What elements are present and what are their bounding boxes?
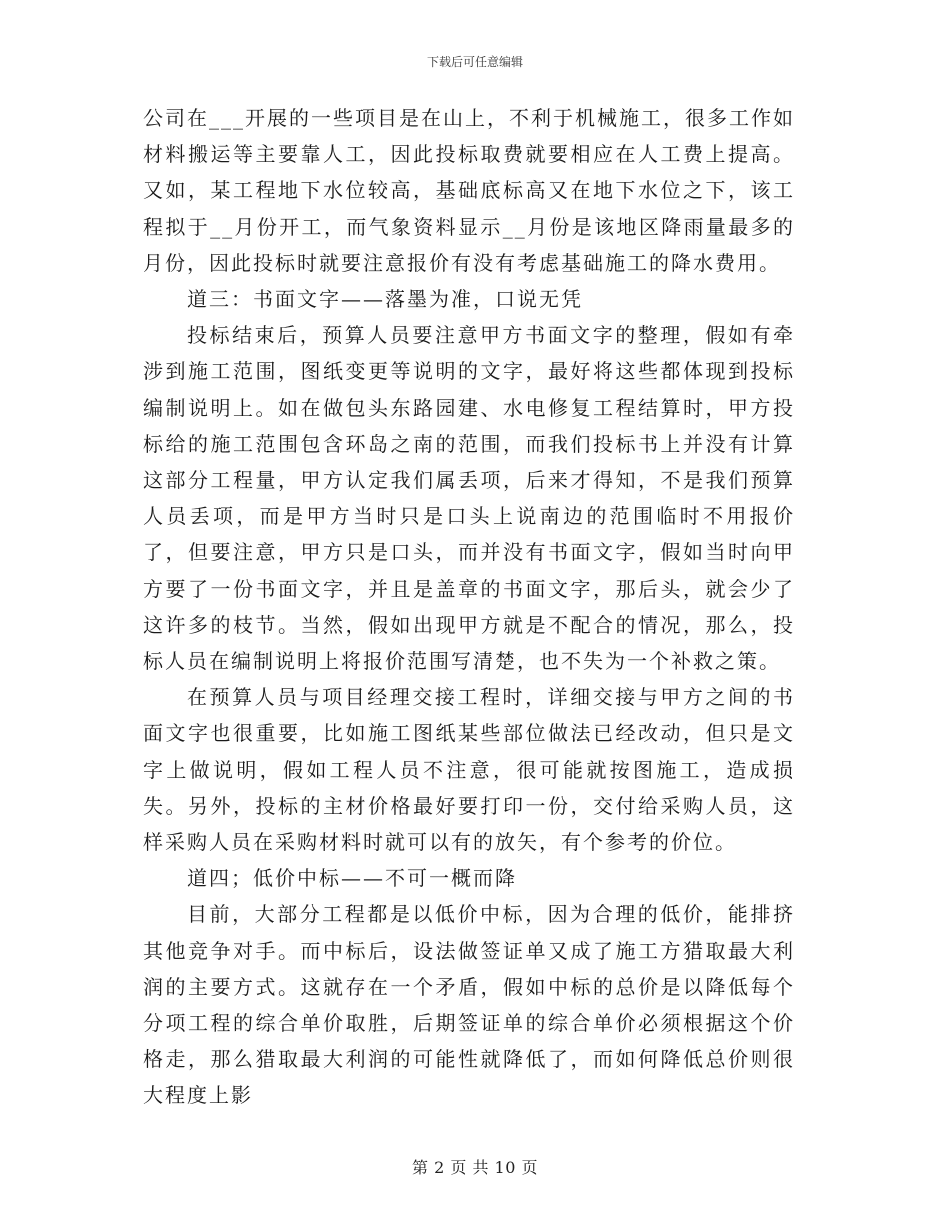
paragraph-low-bid: 目前，大部分工程都是以低价中标，因为合理的低价，能排挤其他竞争对手。而中标后，设法做签证单又成了施工方猎取最大利润的主要方式。这就存在一个矛盾，假如中标的总价是以降低每个分项工程的综合单价取胜，后期签证单的综合单价必须根据这个价格走，那么猎取最大利润的可能性就降低了，而如何降低总价则很大程度上影: [143, 902, 795, 1108]
paragraph-handover: 在预算人员与项目经理交接工程时，详细交接与甲方之间的书面文字也很重要，比如施工图纸某些部位做法已经改动，但只是文字上做说明，假如工程人员不注意，很可能就按图施工，造成损失。另外，投标的主材价格最好要打印一份，交付给采购人员，这样采购人员在采购材料时就可以有的放矢，有个参考的价位。: [143, 685, 795, 855]
section-heading-dao-si: 道四；低价中标——不可一概而降: [187, 866, 517, 891]
paragraph-continuation: 公司在___开展的一些项目是在山上，不利于机械施工，很多工作如材料搬运等主要靠人工，因此投标取费就要相应在人工费上提高。又如，某工程地下水位较高，基础底标高又在地下水位之下，该工程拟于__月份开工，而气象资料显示__月份是该地区降雨量最多的月份，因此投标时就要注意报价有没有考虑基础施工的降水费用。: [143, 106, 795, 275]
header-note: 下载后可任意编辑: [426, 55, 523, 69]
section-heading-dao-san: 道三：书面文字——落墨为准，口说无凭: [187, 287, 583, 312]
document-body: [143, 100, 795, 1114]
paragraph-written-records: 投标结束后，预算人员要注意甲方书面文字的整理，假如有牵涉到施工范围，图纸变更等说明的文字，最好将这些都体现到投标编制说明上。如在做包头东路园建、水电修复工程结算时，甲方投标给的施工范围包含环岛之南的范围，而我们投标书上并没有计算这部分工程量，甲方认定我们属丢项，后来才得知，不是我们预算人员丢项，而是甲方当时只是口头上说南边的范围临时不用报价了，但要注意，甲方只是口头，而并没有书面文字，假如当时向甲方要了一份书面文字，并且是盖章的书面文字，那后头，就会少了这许多的枝节。当然，假如出现甲方就是不配合的情况，那么，投标人员在编制说明上将报价范围写清楚，也不失为一个补救之策。: [143, 323, 795, 674]
page-footer: 第 2 页 共 10 页: [412, 1158, 538, 1177]
